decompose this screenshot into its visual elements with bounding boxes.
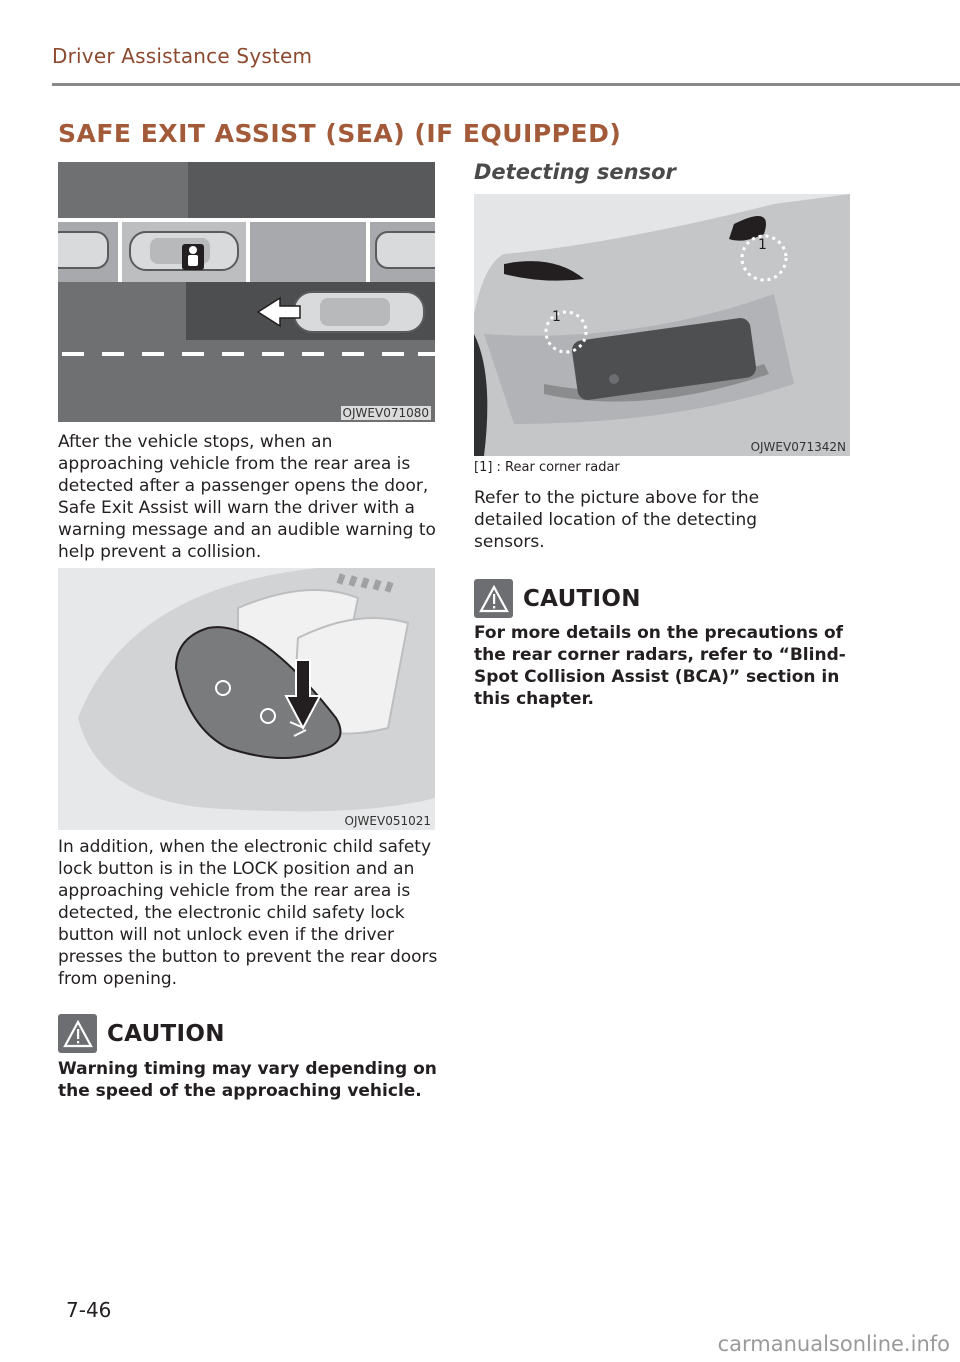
page-number: 7-46	[66, 1298, 112, 1322]
caution-text: Warning timing may vary depending on the speed of the approaching vehicle.	[58, 1059, 437, 1101]
child-lock-paragraph: In addition, when the electronic child safety lock button is in the LOCK position and an approaching vehicle from the rear area is detected, the electronic child safety lock button will not unlock even if the driver presses the button to prevent the rear doors from opening.	[58, 837, 438, 989]
sensor-marker-right: 1	[758, 237, 767, 253]
intro-paragraph: After the vehicle stops, when an approaching vehicle from the rear area is detected after a passenger opens the door, Safe Exit Assist will warn the driver with a warning message and an audible warning to help prevent a collision.	[58, 432, 436, 562]
parking-illustration	[58, 162, 435, 422]
figure-code: OJWEV071342N	[750, 440, 846, 454]
header-divider	[52, 83, 960, 86]
caution-label: CAUTION	[523, 585, 641, 612]
figure-rear-radar	[474, 194, 850, 456]
figure-parking-diagram	[58, 162, 435, 422]
rear-car-illustration	[474, 194, 850, 456]
caution-heading	[474, 579, 641, 618]
watermark: carmanualsonline.info	[717, 1332, 950, 1356]
figure-code: OJWEV071080	[342, 406, 429, 420]
caution-text: For more details on the precautions of the rear corner radars, refer to “Blind-Spot Collision Assist (BCA)” section in this chapter.	[474, 623, 846, 709]
figure-caption: [1] : Rear corner radar	[474, 460, 620, 475]
warning-triangle-icon	[474, 579, 513, 618]
sensor-marker-left: 1	[552, 309, 561, 325]
sensor-paragraph: Refer to the picture above for the detailed location of the detecting sensors.	[474, 488, 760, 552]
caution-heading	[58, 1014, 225, 1053]
running-header: Driver Assistance System	[52, 44, 313, 68]
detecting-sensor-heading: Detecting sensor	[474, 160, 676, 184]
warning-triangle-icon	[58, 1014, 97, 1053]
figure-code: OJWEV051021	[344, 814, 431, 828]
figure-child-lock	[58, 568, 435, 830]
section-title: SAFE EXIT ASSIST (SEA) (IF EQUIPPED)	[58, 119, 622, 148]
caution-label: CAUTION	[107, 1020, 225, 1047]
child-lock-illustration	[58, 568, 435, 830]
